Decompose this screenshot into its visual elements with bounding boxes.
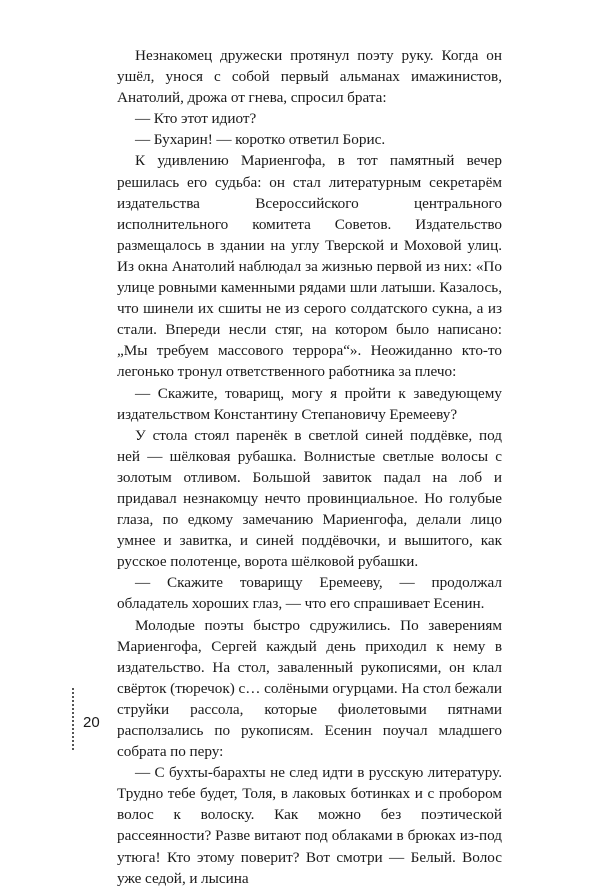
dialogue-line: — Скажите, товарищ, могу я пройти к заведующему издательством Константину Степановичу Еремееву? <box>117 384 502 423</box>
paragraph: Незнакомец дружески протянул поэту руку. Когда он ушёл, унося с собой первый альманах имажинистов, Анатолий, дрожа от гнева, спросил брата: <box>117 47 502 107</box>
page-number: 20 <box>83 714 100 731</box>
body-text <box>117 45 502 889</box>
dialogue-line: — Бухарин! — коротко ответил Борис. <box>135 131 386 149</box>
dialogue-line: — Кто этот идиот? <box>135 110 257 128</box>
dialogue-line: — С бухты-барахты не след идти в русскую литературу. Трудно тебе будет, Толя, в лаковых ботинках и с пробором волос к волоску. Как можно без поэтической рассеянности? Разве витают под облаками в брюках из-под утюга! Кто этому поверит? Вот смотри — Белый. Волос уже седой, и лысина <box>117 764 502 887</box>
paragraph: У стола стоял паренёк в светлой синей поддёвке, под ней — шёлковая рубашка. Волнистые светлые волосы с золотым отливом. Большой завиток падал на лоб и придавал незнакомцу нечто провинциальное. Но голубые глаза, по едкому замечанию Мариенгофа, делали лицо умнее и завитка, и синей поддёвочки, и вышитого, как русское полотенце, ворота шёлковой рубашки. <box>117 426 502 571</box>
paragraph: К удивлению Мариенгофа, в тот памятный вечер решилась его судьба: он стал литературным секретарём издательства Всероссийского центрального исполнительного комитета Советов. Издательство размещалось в здании на углу Тверской и Моховой улиц. Из окна Анатолий наблюдал за жизнью первой из них: «По улице ровными каменными рядами шли латыши. Казалось, что шинели их сшиты не из серого солдатского сукна, а из стали. Впереди несли стяг, на котором было написано: „Мы требуем массового террора“». Неожиданно кто-то легонько тронул ответственного работника за плечо: <box>117 152 502 381</box>
dialogue-line: — Скажите товарищу Еремееву, — продолжал обладатель хороших глаз, — что его спрашивает Есенин. <box>117 574 502 613</box>
paragraph: Молодые поэты быстро сдружились. По заверениям Мариенгофа, Сергей каждый день приходил к нему в издательство. На стол, заваленный рукописями, он клал свёрток (тюречок) с… солёными огурцами. На стол бежали струйки рассола, которые фиолетовыми пятнами расползались по рукописям. Есенин поучал младшего собрата по перу: <box>117 616 502 761</box>
margin-dotted-rule <box>72 688 74 750</box>
